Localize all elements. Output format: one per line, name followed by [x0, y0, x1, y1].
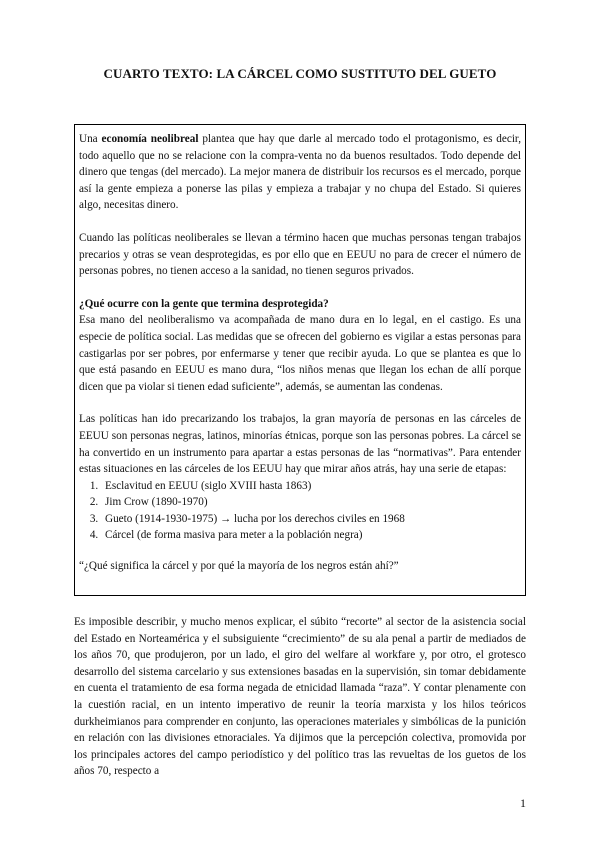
p1-pre: Una [79, 133, 102, 145]
page-number: 1 [520, 796, 526, 810]
list-item: 1. Esclavitud en EEUU (siglo XVIII hasta 1863) [101, 478, 521, 495]
list-item: 4. Cárcel (de forma masiva para meter a la población negra) [101, 527, 521, 544]
box-paragraph-3 [79, 296, 521, 396]
list-item: 3. Gueto (1914-1930-1975) → lucha por los derechos civiles en 1968 [101, 511, 521, 528]
box-paragraph-2: Cuando las políticas neoliberales se llevan a término hacen que muchas personas tengan trabajos precarios y otras se vean desprotegidas, es por ello que en EEUU no para de crecer el número de personas pobres, no tienen acceso a la sanidad, no tienen seguros privados. [79, 231, 521, 278]
page-title: CUARTO TEXTO: LA CÁRCEL COMO SUSTITUTO DEL GUETO [103, 66, 497, 81]
question-heading: ¿Qué ocurre con la gente que termina desprotegida? [79, 297, 329, 310]
body-paragraph: Es imposible describir, y mucho menos explicar, el súbito “recorte” al sector de la asistencia social del Estado en Norteamérica y el subsiguiente “crecimiento” de su ala penal a partir de mediados de los años 70, que produjeron, por un lado, el giro del welfare al workfare y, por otro, el grotesco desarrollo del sistema carcelario y sus extensiones basadas en la supervisión, sin tomar debidamente en cuenta el tratamiento de esa forma negada de etnicidad llamada “raza”. Y contar plenamente con la cuestión racial, en un intento imperativo de reunir la teoría marxista y los hilos teóricos durkheimianos para comprender en conjunto, las operaciones materiales y simbólicas de la punición en relación con las divisiones etnoraciales. Ya dijimos que la percepción colectiva, promovida por los principales actores del campo periodístico y del político tras las revueltas de los guetos de los años 70, respecto a [74, 616, 526, 778]
p1-bold-term: economía neolibreal [101, 133, 199, 145]
p3-text: Esa mano del neoliberalismo va acompañada de mano dura en lo legal, en el castigo. Es una especie de política social. Las medidas que se ofrecen del gobierno es vigilar a estas personas para castigarlas por ser pobres, por enfermarse y tener que recibir ayuda. Lo que se plantea es que lo que está pasando en EEUU es mano dura, “los niños menas que llegan los echan de allí porque dicen que pa violar si tienen edad suficiente”, además, se aumentan las condenas. [79, 314, 521, 393]
p1-post: plantea que hay que darle al mercado todo el protagonismo, es decir, todo aquello que no se relacione con la compra-venta no da buenos resultados. Todo depende del dinero que tengas (del mercado). La mejor manera de distribuir los recursos es el mercado, porque así la gente empieza a ponerse las pilas y empieza a trabajar y no chupa del Estado. Si quieres algo, necesitas dinero. [79, 133, 522, 212]
box-paragraph-1 [79, 131, 521, 214]
stages-list [79, 478, 521, 544]
box-paragraph-4: Las políticas han ido precarizando los trabajos, la gran mayoría de personas en las cárceles de EEUU son personas negras, latinos, minorías étnicas, porque son las personas pobres. La cárcel se ha convertido en un instrumento para apartar a estas personas de las “normativas”. Para entender estas situaciones en las cárceles de los EEUU hay que mirar años atrás, hay una serie de etapas: [79, 413, 521, 476]
summary-box [74, 124, 526, 596]
closing-question: “¿Qué significa la cárcel y por qué la mayoría de los negros están ahí?” [79, 560, 399, 573]
list-item: 2. Jim Crow (1890-1970) [101, 494, 521, 511]
